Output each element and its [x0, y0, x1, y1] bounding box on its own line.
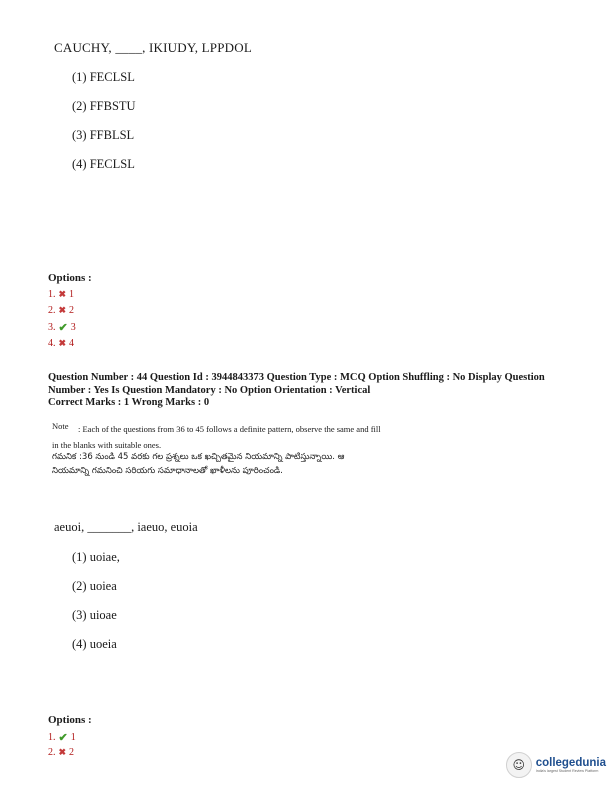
question-choice: (4) uoeia: [72, 637, 117, 651]
note-label: Note: [52, 421, 69, 431]
logo-tagline: India's largest Student Review Platform: [535, 769, 599, 773]
option-value: 2: [69, 305, 75, 316]
question-marks: Correct Marks : 1 Wrong Marks : 0: [48, 397, 210, 408]
correct-check-icon: ✔: [58, 322, 68, 334]
wrong-cross-icon: ✖: [58, 305, 67, 315]
question-choice: (1) FECLSL: [72, 70, 135, 84]
correct-check-icon: ✔: [58, 732, 68, 744]
option-row: [48, 289, 74, 300]
option-row: [48, 338, 74, 349]
option-number: 4.: [48, 338, 56, 349]
options-title: Options :: [48, 272, 92, 284]
option-row: [48, 305, 74, 316]
option-number: 2.: [48, 305, 56, 316]
question-choice: (3) FFBLSL: [72, 128, 135, 142]
question-choice: (4) FECLSL: [72, 157, 135, 171]
option-number: 1.: [48, 732, 56, 743]
question-choice: (2) uoiea: [72, 579, 117, 593]
note-telugu: గమనిక :36 నుండి 45 వరకు గల ప్రశ్నలు ఒక ఖచ్చితమైన నియమాన్ని పాటిస్తున్నాయి. ఆ నియమాన్ని గమనించి సరియగు సమాధానాలతో ఖాళీలను పూరించండి.: [52, 452, 345, 476]
option-number: 1.: [48, 289, 56, 300]
option-value: 1: [70, 732, 76, 743]
option-number: 3.: [48, 322, 56, 333]
question-header-line: Question Number : 44 Question Id : 3944843373 Question Type : MCQ Option Shuffling : No Display Question: [48, 372, 545, 383]
question-header-line: Number : Yes Is Question Mandatory : No Option Orientation : Vertical: [48, 384, 371, 396]
collegedunia-logo: [506, 752, 606, 778]
option-row: [48, 747, 74, 758]
option-number: 2.: [48, 747, 56, 758]
question-header: [48, 372, 588, 410]
student-avatar-icon: ☺: [506, 752, 532, 778]
options-title: Options :: [48, 714, 92, 726]
question-choice: (1) uoiae,: [72, 550, 120, 564]
wrong-cross-icon: ✖: [58, 338, 67, 348]
question-choice: (2) FFBSTU: [72, 99, 136, 113]
wrong-cross-icon: ✖: [58, 747, 67, 757]
logo-name: collegedunia: [535, 757, 606, 769]
wrong-cross-icon: ✖: [58, 289, 67, 299]
note-text: : Each of the questions from 36 to 45 follows a definite pattern, observe the same and fill in the blanks with suitable ones.: [52, 424, 381, 450]
question-sequence-1: CAUCHY, ____, IKIUDY, LPPDOL: [54, 40, 252, 55]
option-value: 3: [70, 322, 76, 333]
option-value: 4: [69, 338, 75, 349]
logo-text: [536, 757, 606, 773]
question-choice: (3) uioae: [72, 608, 117, 622]
question-sequence-2: aeuoi, _______, iaeuo, euoia: [54, 520, 198, 534]
option-value: 1: [69, 289, 75, 300]
option-row: [48, 731, 76, 744]
option-row: [48, 321, 76, 334]
option-value: 2: [69, 747, 75, 758]
